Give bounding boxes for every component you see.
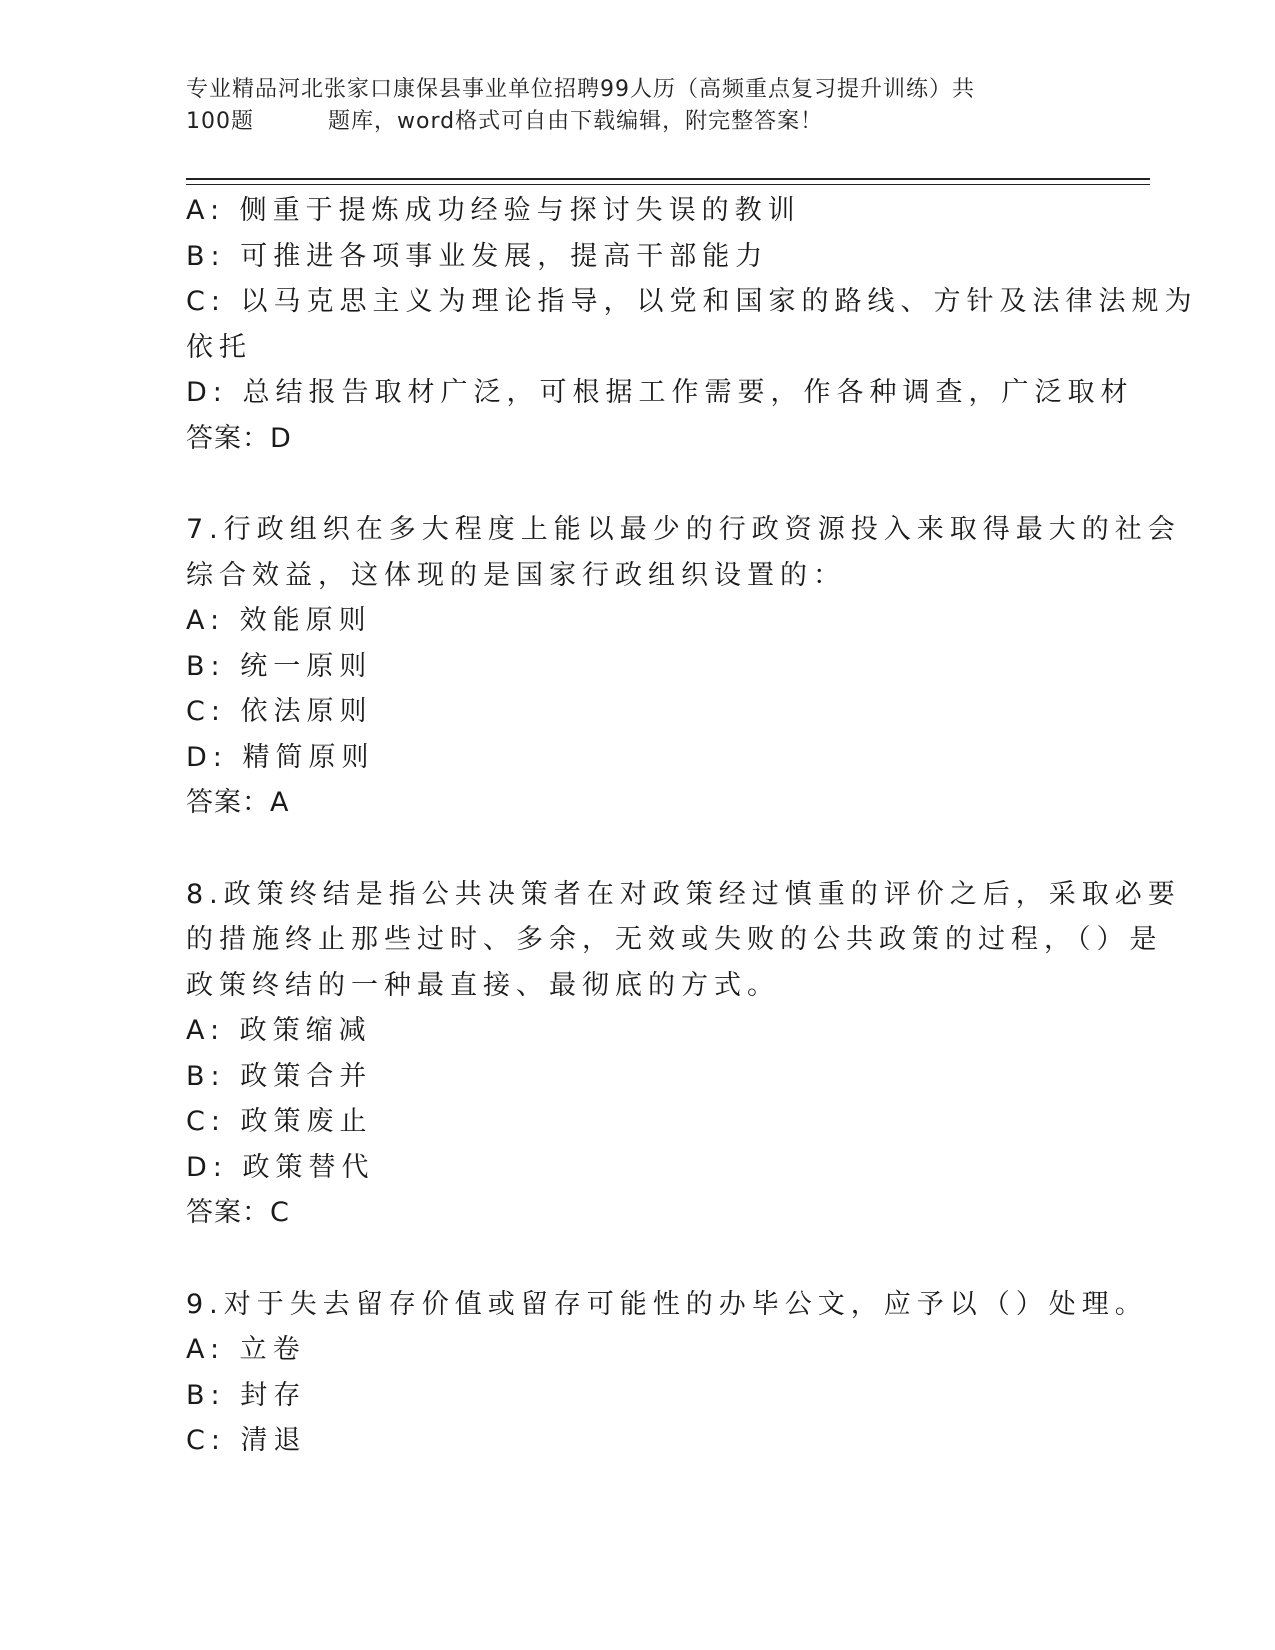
answer: 答案：C [186,1197,290,1228]
question-stem-continued: 综合效益，这体现的是国家行政组织设置的： [186,559,846,591]
question-content [186,188,1198,1464]
question-8 [186,872,1181,1236]
option-b: B: 可推进各项事业发展，提高干部能力 [186,240,769,272]
header-title-line1: 专业精品河北张家口康保县事业单位招聘99人历（高频重点复习提升训练）共 [186,77,975,102]
question-7 [186,507,1181,826]
option-c: C: 依法原则 [186,696,373,727]
option-c: C: 清退 [186,1425,307,1456]
question-stem-continued: 的措施终止那些过时、多余，无效或失败的公共政策的过程，（）是 [186,924,1163,955]
option-a: A: 效能原则 [186,605,372,636]
answer: 答案：D [186,422,292,454]
question-stem: 9.对于失去留存价值或留存可能性的办毕公文，应予以（）处理。 [186,1288,1148,1320]
option-b: B: 统一原则 [186,650,373,682]
option-a: A: 侧重于提炼成功经验与探讨失误的教训 [186,195,801,226]
option-d: D: 总结报告取材广泛，可根据工作需要，作各种调查，广泛取材 [186,377,1134,408]
option-a: A: 政策缩减 [186,1015,372,1046]
option-c-continued: 依托 [186,331,252,363]
question-6-tail [186,188,1198,461]
header-divider-thin [186,184,1150,185]
option-a: A: 立卷 [186,1334,306,1365]
question-stem: 8.政策终结是指公共决策者在对政策经过慎重的评价之后，采取必要 [186,878,1181,910]
question-9 [186,1282,1148,1464]
question-stem: 7.行政组织在多大程度上能以最少的行政资源投入来取得最大的社会 [186,514,1181,545]
header-title-line2 [186,106,1066,138]
document-header [186,74,1066,138]
header-question-count: 100题 [186,109,254,134]
option-c: C: 以马克思主义为理论指导，以党和国家的路线、方针及法律法规为 [186,286,1198,317]
question-stem-continued: 政策终结的一种最直接、最彻底的方式。 [186,969,780,1001]
option-b: B: 封存 [186,1379,307,1411]
option-d: D: 精简原则 [186,741,375,773]
option-c: C: 政策废止 [186,1106,373,1137]
header-divider-thick [186,178,1150,180]
header-description: 题库，word格式可自由下载编辑，附完整答案！ [328,109,824,134]
option-b: B: 政策合并 [186,1060,373,1092]
answer: 答案：A [186,787,290,818]
option-d: D: 政策替代 [186,1151,375,1183]
